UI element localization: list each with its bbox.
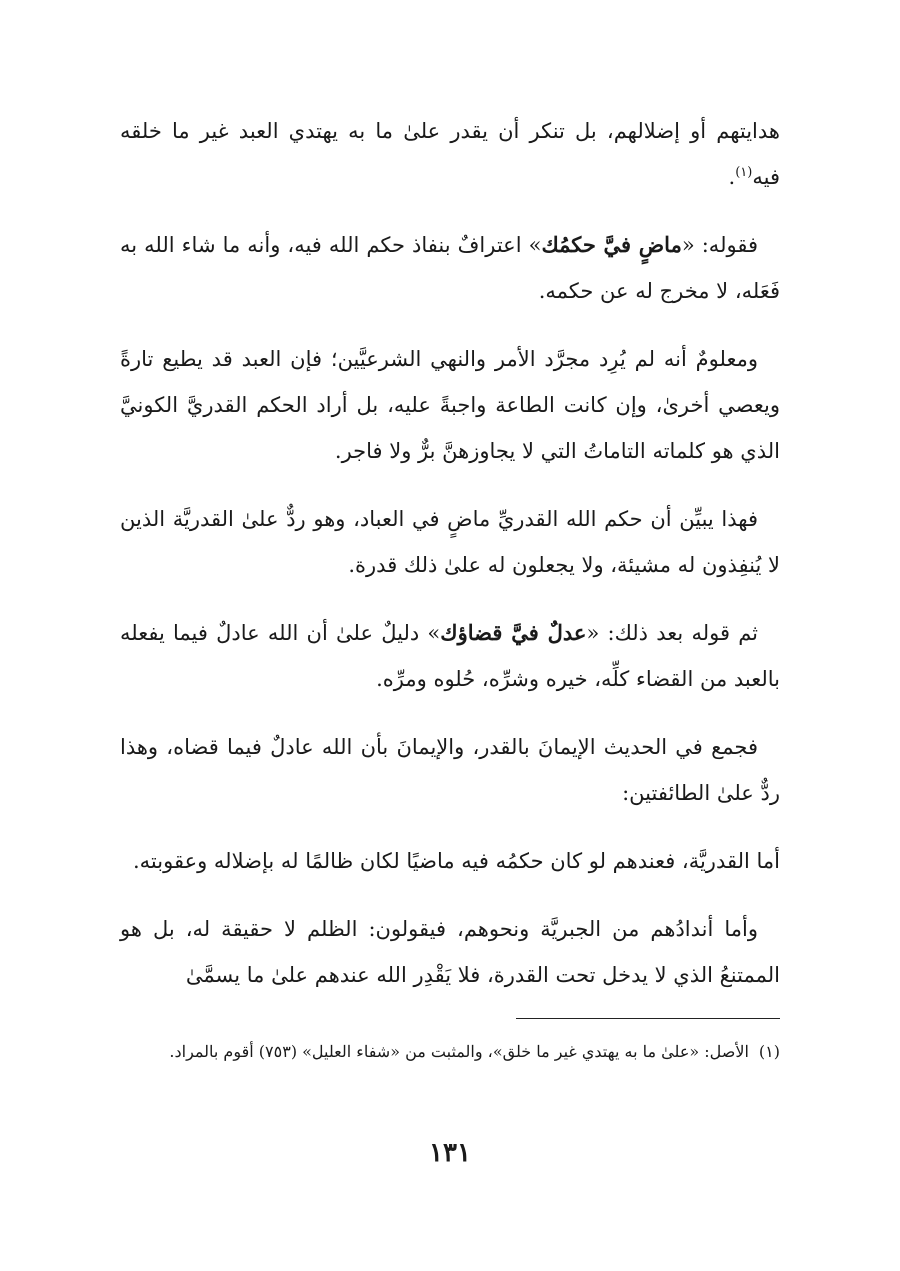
paragraph-3-text: ومعلومٌ أنه لم يُرِد مجرَّد الأمر والنهي الشرعيَّين؛ فإن العبد قد يطيع تارةً ويعصي أخرىٰ، وإن كانت الطاعة واجبةً عليه، بل أراد الحكم القدريَّ الكونيَّ الذي هو كلماته التاماتُ التي لا يجاوزهنَّ برٌّ ولا فاجر. (120, 347, 780, 463)
hadith-quote-2: عدلٌ فيَّ قضاؤك (440, 620, 587, 645)
footnote-reference[interactable]: (١) (735, 165, 753, 180)
paragraph-2-rest: » اعترافٌ بنفاذ حكم الله فيه، وأنه ما شاء الله به فَعَله، لا مخرج له عن حكمه. (120, 233, 780, 303)
footnote-separator (516, 1018, 780, 1019)
paragraph-1 (120, 108, 780, 200)
paragraph-1-end: . (728, 165, 736, 189)
paragraph-5-lead: ثم قوله بعد ذلك: « (586, 621, 759, 645)
paragraph-6 (120, 724, 780, 816)
main-text (120, 108, 780, 1020)
paragraph-4-text: فهذا يبيِّن أن حكم الله القدريِّ ماضٍ في العباد، وهو ردٌّ علىٰ القدريَّة الذين لا يُنفِذون له مشيئة، ولا يجعلون له علىٰ ذلك قدرة. (120, 507, 780, 577)
paragraph-8 (120, 906, 780, 998)
hadith-quote-1: ماضٍ فيَّ حكمُك (541, 232, 682, 257)
footnote-number: (١) (758, 1042, 780, 1061)
paragraph-4 (120, 496, 780, 588)
paragraph-2 (120, 222, 780, 314)
paragraph-7 (120, 838, 780, 884)
paragraph-1-text: هدايتهم أو إضلالهم، بل تنكر أن يقدر علىٰ ما به يهتدي العبد غير ما خلقه فيه (120, 119, 780, 189)
paragraph-6-text: فجمع في الحديث الإيمانَ بالقدر، والإيمانَ بأن الله عادلٌ فيما قضاه، وهذا ردٌّ علىٰ الطائفتين: (120, 735, 780, 805)
paragraph-5-rest: » دليلٌ علىٰ أن الله عادلٌ فيما يفعله بالعبد من القضاء كلِّه، خيره وشرِّه، حُلوه ومرِّه. (120, 621, 780, 691)
paragraph-5 (120, 610, 780, 702)
footnote (120, 1036, 780, 1068)
paragraph-8-text: وأما أندادُهم من الجبريَّة ونحوهم، فيقولون: الظلم لا حقيقة له، بل هو الممتنعُ الذي لا يدخل تحت القدرة، فلا يَقْدِر الله عندهم علىٰ ما يسمَّىٰ (120, 917, 780, 987)
footnote-text: الأصل: «علىٰ ما به يهتدي غير ما خلق»، والمثبت من «شفاء العليل» (٧٥٣) أقوم بالمراد. (169, 1042, 749, 1061)
paragraph-7-text: أما القدريَّة، فعندهم لو كان حكمُه فيه ماضيًا لكان ظالمًا له بإضلاله وعقوبته. (132, 849, 780, 873)
paragraph-2-lead: فقوله: « (681, 233, 758, 257)
paragraph-3 (120, 336, 780, 474)
page-number: ١٣١ (429, 1138, 471, 1168)
